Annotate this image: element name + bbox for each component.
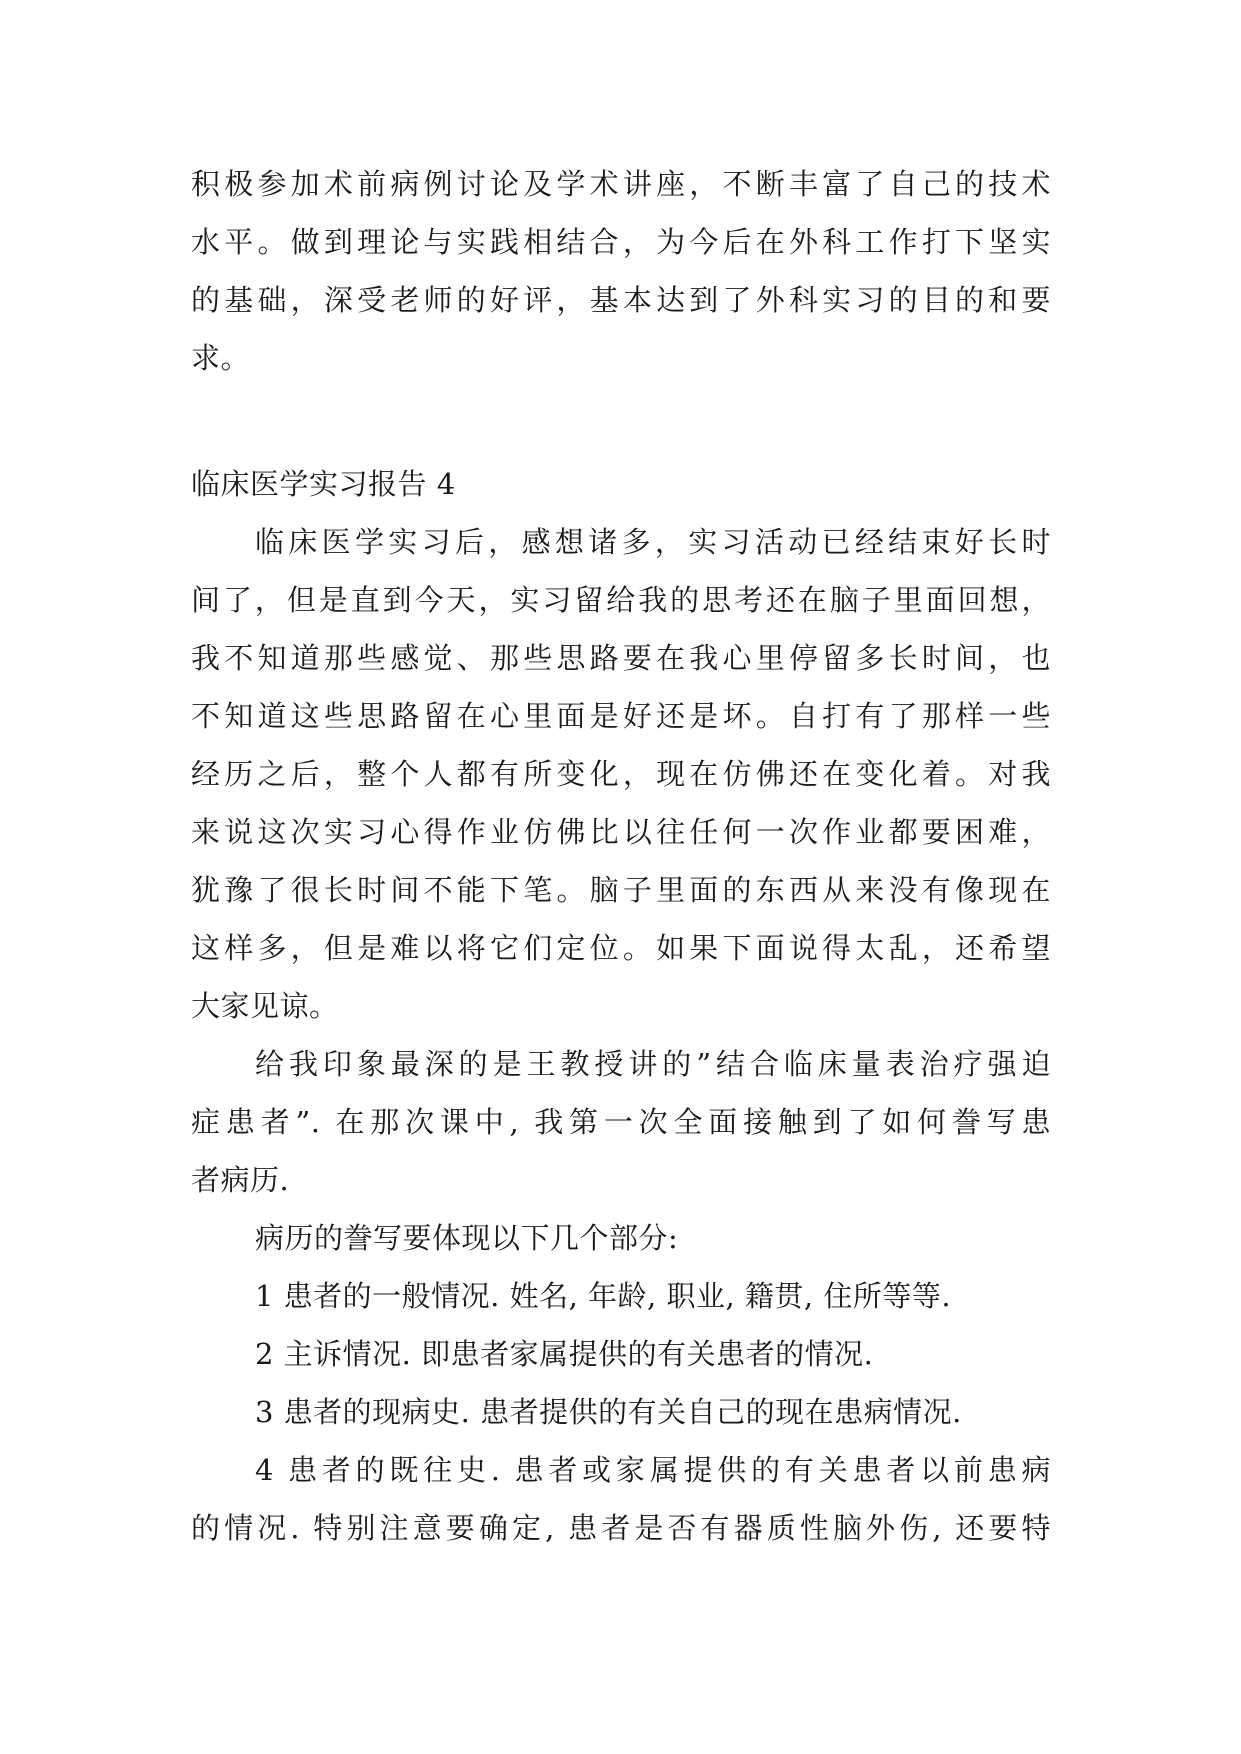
text-line: 我不知道那些感觉、那些思路要在我心里停留多长时间，也 [191,641,1051,675]
text-line: 给我印象最深的是王教授讲的”结合临床量表治疗强迫 [255,1047,1051,1081]
text-line: 经历之后，整个人都有所变化，现在仿佛还在变化着。对我 [191,757,1051,791]
paragraph-1 [191,155,1051,387]
text-line: 间了，但是直到今天，实习留给我的思考还在脑子里面回想， [191,583,1051,617]
text-line: 症患者”. 在那次课中, 我第一次全面接触到了如何誊写患 [191,1105,1051,1139]
paragraph-2 [191,513,1051,1035]
list-item: 1 患者的一般情况. 姓名, 年龄, 职业, 籍贯, 住所等等. [255,1279,952,1313]
text-line: 临床医学实习后，感想诸多，实习活动已经结束好长时 [255,525,1051,559]
text-line: 来说这次实习心得作业仿佛比以往任何一次作业都要困难， [191,815,1051,849]
list-item [191,1441,1051,1557]
text-line: 不知道这些思路留在心里面是好还是坏。自打有了那样一些 [191,699,1051,733]
text-line: 的情况. 特别注意要确定, 患者是否有器质性脑外伤, 还要特 [191,1511,1051,1545]
list-item: 3 患者的现病史. 患者提供的有关自己的现在患病情况. [255,1395,962,1429]
section-title: 临床医学实习报告 4 [191,467,456,501]
paragraph-3 [191,1035,1051,1209]
text-line: 的基础，深受老师的好评，基本达到了外科实习的目的和要 [191,283,1051,317]
text-line: 水平。做到理论与实践相结合，为今后在外科工作打下坚实 [191,225,1051,259]
text-line: 求。 [191,341,251,375]
text-line: 病历的誊写要体现以下几个部分: [255,1221,679,1255]
record-items-list [191,1267,1051,1557]
spacer [191,387,1051,455]
paragraph-4 [191,1209,1051,1267]
text-line: 者病历. [191,1163,290,1197]
document-body [191,155,1051,1557]
text-line: 犹豫了很长时间不能下笔。脑子里面的东西从来没有像现在 [191,873,1051,907]
text-line: 4 患者的既往史. 患者或家属提供的有关患者以前患病 [255,1453,1051,1487]
text-line: 大家见谅。 [191,989,339,1023]
text-line: 这样多，但是难以将它们定位。如果下面说得太乱，还希望 [191,931,1051,965]
list-item: 2 主诉情况. 即患者家属提供的有关患者的情况. [255,1337,874,1371]
text-line: 积极参加术前病例讨论及学术讲座，不断丰富了自己的技术 [191,167,1051,201]
